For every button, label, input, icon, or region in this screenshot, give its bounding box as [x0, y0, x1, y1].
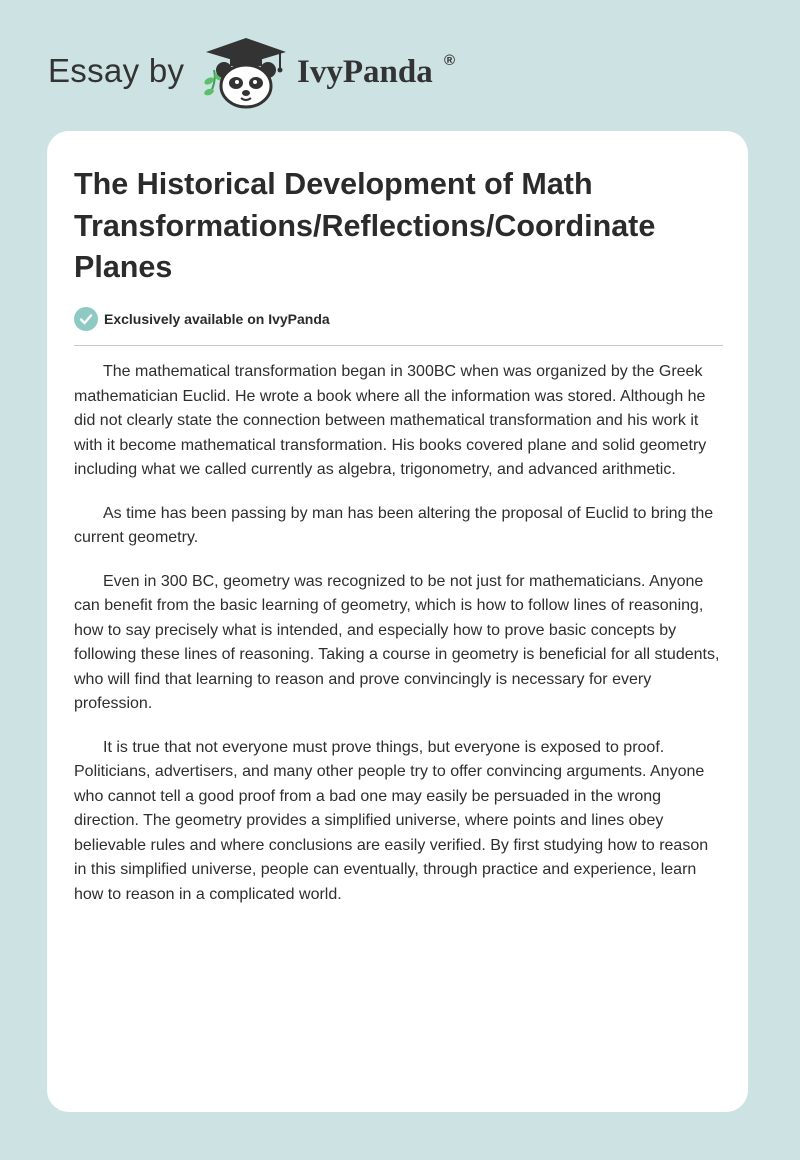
panda-graduate-logo-icon[interactable]	[200, 34, 292, 110]
registered-mark: ®	[444, 52, 456, 69]
site-header	[0, 0, 800, 130]
title-divider	[74, 345, 723, 346]
essay-by-label: Essay by	[48, 52, 185, 89]
paragraph: Even in 300 BC, geometry was recognized to be not just for mathematicians. Anyone can benefit from the basic learning of geometry, which is how to follow lines of reasoning, how to say precisely what is intended, and especially how to prove basic concepts by following these lines of reasoning. Taking a course in geometry is beneficial for all students, who will find that learning to reason and prove convincingly is necessary for every profession.	[74, 572, 720, 712]
paragraph: The mathematical transformation began in 300BC when was organized by the Greek mathematician Euclid. He wrote a book where all the information was stored. Although he did not clearly state the connection between mathematical transformation and his work it with it become mathematical transformation. His books covered plane and solid geometry including what we called currently as algebra, trigonometry, and advanced arithmetic.	[74, 363, 707, 478]
paragraph: As time has been passing by man has been altering the proposal of Euclid to bring the current geometry.	[74, 504, 714, 546]
essay-body	[74, 360, 724, 926]
exclusive-badge	[74, 307, 330, 331]
essay-title: The Historical Development of Math Transformations/Reflections/Coordinate Planes	[74, 167, 656, 284]
essay-card	[47, 131, 748, 1112]
paragraph: It is true that not everyone must prove things, but everyone is exposed to proof. Politicians, advertisers, and many other people try to offer convincing arguments. Anyone who cannot tell a good proof from a bad one may easily be persuaded in the wrong direction. The geometry provides a simplified universe, where points and lines obey believable rules and where conclusions are easily verified. By first studying how to reason in this simplified universe, people can eventually, through practice and experience, learn how to reason in a complicated world.	[74, 738, 709, 903]
check-circle-icon	[74, 307, 98, 331]
exclusive-badge-label: Exclusively available on IvyPanda	[104, 311, 330, 327]
brand-name[interactable]: IvyPanda	[297, 54, 433, 90]
